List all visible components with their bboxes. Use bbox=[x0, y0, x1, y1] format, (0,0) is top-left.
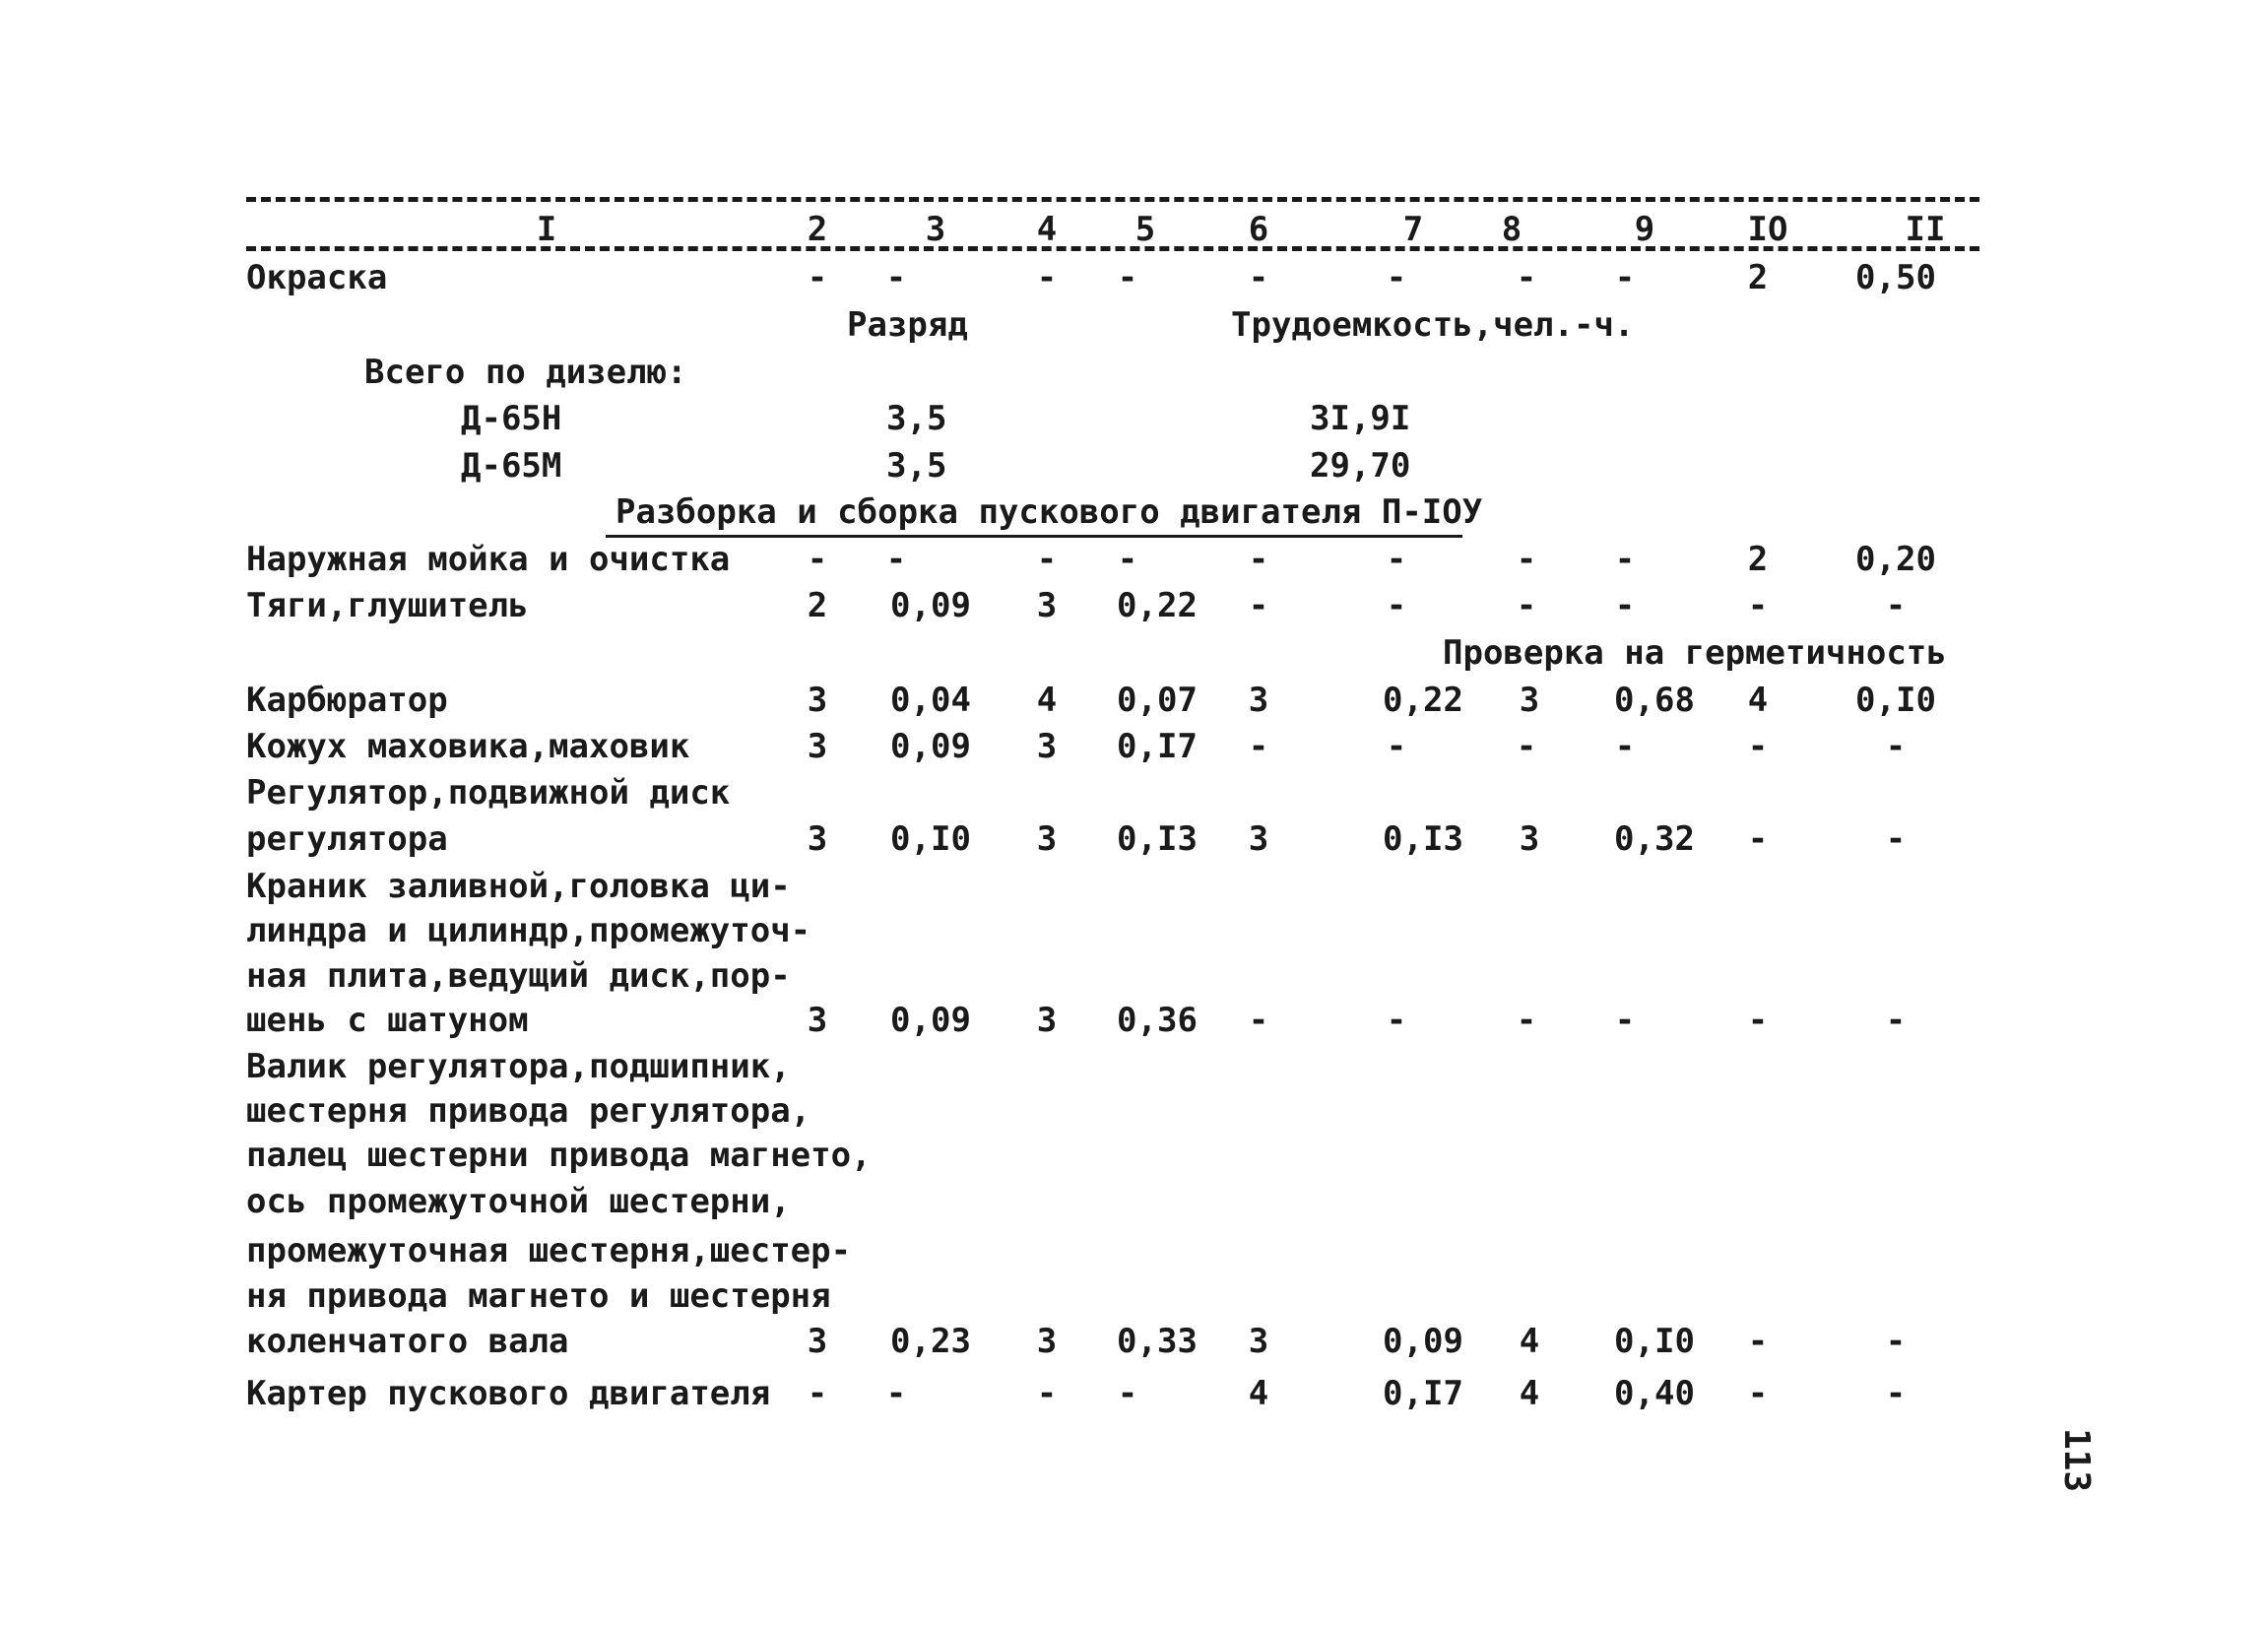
col-header-3: 3 bbox=[925, 210, 946, 249]
cell: 0,20 bbox=[1855, 540, 1936, 579]
section-title-underline bbox=[606, 535, 1462, 538]
cell: - bbox=[1614, 540, 1636, 579]
cell: 0,I0 bbox=[890, 819, 971, 859]
cell: 2 bbox=[807, 586, 828, 625]
cell: - bbox=[885, 540, 907, 579]
cell: 4 bbox=[1036, 681, 1058, 720]
cell: - bbox=[1614, 1001, 1636, 1040]
cell: - bbox=[1248, 1001, 1269, 1040]
cell: 3 bbox=[1036, 1001, 1058, 1040]
row-label-line: коленчатого вала bbox=[246, 1322, 569, 1361]
cell: 0,I3 bbox=[1117, 819, 1198, 859]
cell: - bbox=[1248, 258, 1269, 297]
row-label-line: промежуточная шестерня,шестер- bbox=[246, 1231, 852, 1270]
cell: 2 bbox=[1747, 540, 1769, 579]
cell: 0,I7 bbox=[1383, 1374, 1463, 1413]
row-label: Окраска bbox=[246, 258, 388, 297]
cell: 4 bbox=[1248, 1374, 1269, 1413]
cell: 0,09 bbox=[1383, 1322, 1463, 1361]
cell: 0,04 bbox=[890, 681, 971, 720]
cell: 0,I0 bbox=[1614, 1322, 1695, 1361]
cell: - bbox=[1747, 819, 1769, 859]
cell: 3 bbox=[1036, 1322, 1058, 1361]
cell: - bbox=[1614, 258, 1636, 297]
cell: 0,09 bbox=[890, 586, 971, 625]
row-label-line: Регулятор,подвижной диск bbox=[246, 773, 731, 813]
cell: 0,22 bbox=[1117, 586, 1198, 625]
row-label-line: ная плита,ведущий диск,пор- bbox=[246, 956, 791, 996]
cell: 3 bbox=[1248, 819, 1269, 859]
cell: - bbox=[1386, 258, 1407, 297]
row-label: Кожух маховика,маховик bbox=[246, 727, 690, 766]
trud-label: Трудоемкость,чел.-ч. bbox=[1231, 305, 1635, 345]
cell: 3 bbox=[807, 1322, 828, 1361]
cell: - bbox=[1747, 1001, 1769, 1040]
cell: - bbox=[1036, 540, 1058, 579]
cell: - bbox=[1386, 727, 1407, 766]
col-header-4: 4 bbox=[1036, 210, 1058, 249]
cell: 0,33 bbox=[1117, 1322, 1198, 1361]
cell: - bbox=[1516, 1001, 1537, 1040]
row-label-line: Валик регулятора,подшипник, bbox=[246, 1047, 791, 1086]
cell: 4 bbox=[1519, 1374, 1540, 1413]
cell: 4 bbox=[1519, 1322, 1540, 1361]
row-label-line: регулятора bbox=[246, 819, 448, 859]
cell: - bbox=[885, 258, 907, 297]
cell: - bbox=[1885, 727, 1907, 766]
cell: - bbox=[1248, 586, 1269, 625]
cell: 3 bbox=[1248, 681, 1269, 720]
engine-trud: 29,70 bbox=[1310, 446, 1411, 486]
engine-name: Д-65Н bbox=[461, 399, 562, 438]
row-label-line: ось промежуточной шестерни, bbox=[246, 1182, 791, 1221]
cell: - bbox=[1248, 540, 1269, 579]
cell: - bbox=[1036, 1374, 1058, 1413]
cell: 3 bbox=[1036, 586, 1058, 625]
cell: - bbox=[1516, 586, 1537, 625]
cell: - bbox=[1747, 1322, 1769, 1361]
cell: - bbox=[1516, 727, 1537, 766]
cell: - bbox=[1516, 540, 1537, 579]
cell: - bbox=[1885, 1374, 1907, 1413]
razryad-label: Разряд bbox=[847, 305, 968, 345]
cell: - bbox=[807, 258, 828, 297]
cell: - bbox=[1885, 586, 1907, 625]
cell: - bbox=[1614, 727, 1636, 766]
cell: 0,07 bbox=[1117, 681, 1198, 720]
cell: 0,36 bbox=[1117, 1001, 1198, 1040]
cell: 0,68 bbox=[1614, 681, 1695, 720]
cell: 3 bbox=[807, 1001, 828, 1040]
col-header-9: 9 bbox=[1634, 210, 1655, 249]
cell: 3 bbox=[1519, 819, 1540, 859]
cell: - bbox=[1117, 258, 1138, 297]
cell: - bbox=[1885, 1001, 1907, 1040]
cell: - bbox=[1117, 1374, 1138, 1413]
cell: - bbox=[1614, 586, 1636, 625]
engine-razryad: 3,5 bbox=[886, 446, 947, 486]
engine-name: Д-65М bbox=[461, 446, 562, 486]
cell: - bbox=[1386, 586, 1407, 625]
cell: - bbox=[1747, 586, 1769, 625]
cell: 0,40 bbox=[1614, 1374, 1695, 1413]
cell: - bbox=[1747, 727, 1769, 766]
row-label-line: шень с шатуном bbox=[246, 1001, 529, 1040]
cell: 0,I0 bbox=[1855, 681, 1936, 720]
cell: 3 bbox=[1248, 1322, 1269, 1361]
row-label: Тяги,глушитель bbox=[246, 586, 529, 625]
page-number: 113 bbox=[2056, 1428, 2097, 1493]
total-label: Всего по дизелю: bbox=[364, 353, 687, 392]
cell: 0,23 bbox=[890, 1322, 971, 1361]
cell: - bbox=[1516, 258, 1537, 297]
header-top-rule bbox=[246, 197, 1979, 202]
cell: 0,09 bbox=[890, 727, 971, 766]
row-label-line: Краник заливной,головка ци- bbox=[246, 867, 791, 906]
engine-razryad: 3,5 bbox=[886, 399, 947, 438]
cell: 0,I7 bbox=[1117, 727, 1198, 766]
section-title: Разборка и сборка пускового двигателя П-IOУ bbox=[616, 492, 1483, 532]
cell: 0,09 bbox=[890, 1001, 971, 1040]
col-header-7: 7 bbox=[1402, 210, 1424, 249]
cell: - bbox=[1747, 1374, 1769, 1413]
col-header-10: IO bbox=[1747, 210, 1788, 249]
col-header-1: I bbox=[536, 210, 557, 249]
cell: - bbox=[807, 540, 828, 579]
cell: 3 bbox=[807, 681, 828, 720]
cell: 0,I3 bbox=[1383, 819, 1463, 859]
header-bottom-rule bbox=[246, 246, 1979, 251]
cell: 0,32 bbox=[1614, 819, 1695, 859]
col-header-6: 6 bbox=[1248, 210, 1269, 249]
cell: 0,22 bbox=[1383, 681, 1463, 720]
cell: - bbox=[1386, 540, 1407, 579]
cell: - bbox=[1885, 819, 1907, 859]
cell: 3 bbox=[807, 727, 828, 766]
row-label-line: шестерня привода регулятора, bbox=[246, 1091, 811, 1131]
cell: 3 bbox=[1036, 727, 1058, 766]
col-header-8: 8 bbox=[1501, 210, 1523, 249]
cell: 3 bbox=[1519, 681, 1540, 720]
cell: - bbox=[1117, 540, 1138, 579]
cell: 2 bbox=[1747, 258, 1769, 297]
row-label-line: палец шестерни привода магнето, bbox=[246, 1136, 872, 1175]
check-note: Проверка на герметичность bbox=[1443, 633, 1947, 673]
cell: 0,50 bbox=[1855, 258, 1936, 297]
row-label-line: ня привода магнето и шестерня bbox=[246, 1276, 831, 1316]
col-header-11: II bbox=[1905, 210, 1946, 249]
row-label: Картер пускового двигателя bbox=[246, 1374, 771, 1413]
cell: - bbox=[1248, 727, 1269, 766]
cell: 3 bbox=[1036, 819, 1058, 859]
cell: 3 bbox=[807, 819, 828, 859]
engine-trud: 3I,9I bbox=[1310, 399, 1411, 438]
cell: - bbox=[1036, 258, 1058, 297]
cell: - bbox=[1386, 1001, 1407, 1040]
row-label: Карбюратор bbox=[246, 681, 448, 720]
col-header-5: 5 bbox=[1134, 210, 1156, 249]
cell: - bbox=[1885, 1322, 1907, 1361]
row-label-line: линдра и цилиндр,промежуточ- bbox=[246, 911, 811, 950]
row-label: Наружная мойка и очистка bbox=[246, 540, 731, 579]
cell: - bbox=[885, 1374, 907, 1413]
col-header-2: 2 bbox=[807, 210, 828, 249]
cell: 4 bbox=[1747, 681, 1769, 720]
cell: - bbox=[807, 1374, 828, 1413]
